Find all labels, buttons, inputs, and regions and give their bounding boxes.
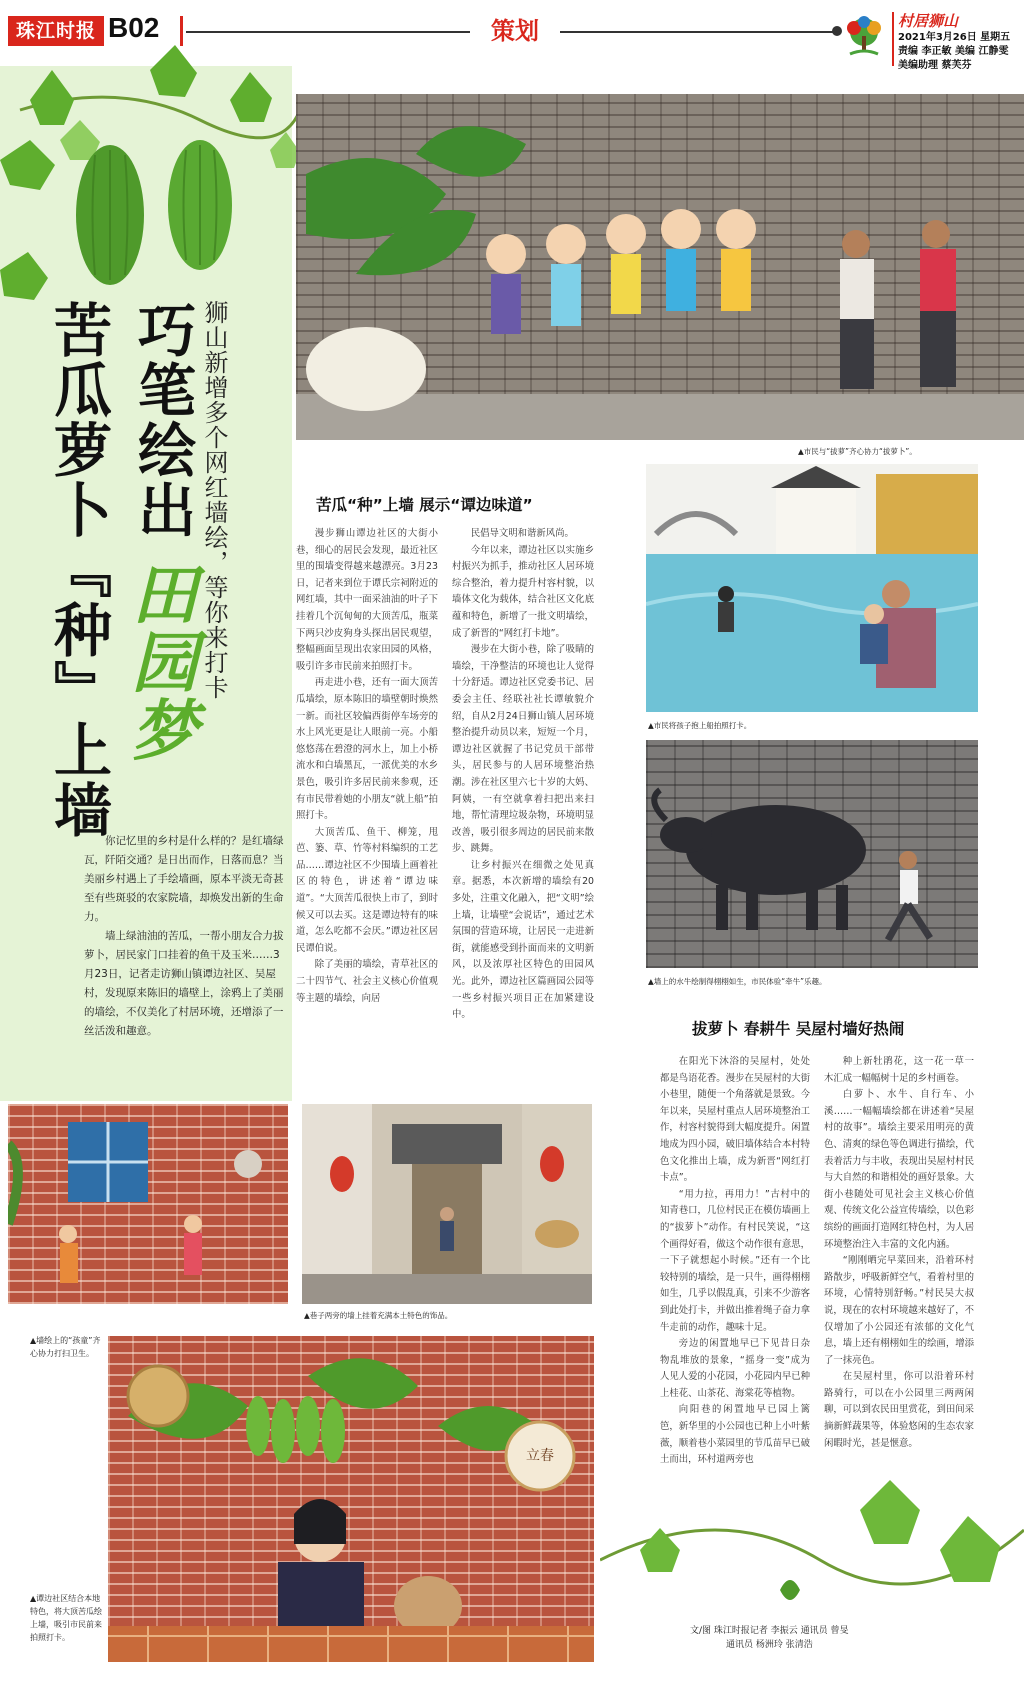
photo-cow-mural [646, 740, 978, 968]
page-number: B02 [108, 12, 160, 43]
main-title-line1: 苦瓜萝卜『种』上墙 [44, 300, 112, 840]
body-paragraph: 漫步在大街小巷，除了吸睛的墙绘，干净整洁的环境也让人觉得十分舒适。谭边社区党委书记、居委会主任、经联社社长谭敏貌介绍，自从2月24日狮山镇人居环境整治提升动员以来，短短一个月，谭边社区就握了书记党员干部带头，居民参与的人居环境整治热潮。涉在社区里六七十岁的大妈、阿姨，一有空就拿着扫把出来扫地，帮忙清理垃圾杂物，环境明显改善，吸引很多周边的居民前来散步、跳舞。 [452, 644, 594, 855]
body-paragraph: 让乡村振兴在细微之处见真章。据悉，本次新增的墙绘有20多处，注重文化融入，把“文明”绘上墙，让墙壁“会说话”，通过艺术氛围的营造环境，让居民一走进新街，就能感受到扑面而来的文明新风，以及浓厚社区特色的田园风光。此外，谭边社区篇画园公园等一些乡村振兴项目正在加紧建设中。 [452, 859, 594, 1021]
body-paragraph: “用力拉，再用力！”古村中的知青巷口，几位村民正在模仿墙画上的“拔萝卜”动作。有村民笑说，“这个画得好看，做这个动作很有意思，一下子就想起小时候。”还有一个比较特别的墙绘，是一只牛，画得栩栩如生，几乎以假乱真，引来不少游客到此处打卡，并做出推着绳子奋力拿牛走前的动作，趣味十足。 [660, 1188, 811, 1333]
body-paragraph: 向阳巷的闲置地早已园上篱笆，新华里的小公园也已种上小叶紫薇，顺着巷小菜园里的节瓜苗早已破土而出，环村道两旁也 [660, 1404, 811, 1466]
masthead-logo: 珠江时报 [8, 16, 104, 46]
editor-credit: 责编 李正敏 美编 江静雯 [898, 46, 1009, 57]
issue-date: 2021年3月26日 星期五 [898, 32, 1011, 43]
bitter-melon-vine-illustration [0, 40, 300, 320]
photo-bitter-melon-mural [108, 1336, 594, 1662]
section1-column-2 [452, 526, 594, 1024]
section-label: 策划 [470, 14, 560, 48]
photo-kids-sweeping-mural [8, 1104, 288, 1304]
body-paragraph: 种上新牡鹃花，这一花一草一木汇成一幅幅树十足的乡村画卷。 [824, 1056, 974, 1084]
body-paragraph: “刚刚晒完早菜回来，沿着环村路散步，呼吸新鲜空气，看着村里的环境，心情特别舒畅。”村民吴大叔说，现在的农村环境越来越好了，不仅增加了小公园还有浓郁的文化气息，墙上还有栩栩如生的绘画，增添了一抹亮色。 [824, 1255, 975, 1366]
section2-heading: 拔萝卜 春耕牛 吴屋村墙好热闹 [692, 1020, 905, 1038]
caption-cow-photo: ▲墙上的水牛绘制得栩栩如生，市民体验“牵牛”乐趣。 [648, 977, 827, 986]
intro-paragraph: 你记忆里的乡村是什么样的？是红墙绿瓦，阡陌交通？是日出而作，日落而息？当美丽乡村遇上了手绘墙画，原本平淡无奇甚至有些斑驳的农家院墙，却焕发出新的生命力。 [84, 835, 284, 923]
body-paragraph: 再走进小巷，还有一面大顶苦瓜墙绘，原本陈旧的墙壁朝时焕然一新。而社区较偏西街停车场旁的水上风光更是让人眼前一亮。小船悠悠荡在碧澄的河水上，加上小桥流水和白墙黑瓦，一派优美的水乡景色，吸引许多居民前来参观，还有市民带着她的小朋友“就上船”拍照打卡。 [296, 677, 438, 822]
body-paragraph: 在阳光下沐浴的吴屋村，处处都是鸟语花香。漫步在吴屋村的大街小巷里，随便一个角落就是景致。今年以来，吴屋村重点人居环境整治工作，村容村貌得到大幅度提升。闲置地成为四小园，破旧墙体结合本村特色文化推出上墙，成为新晋“网红打卡点”。 [660, 1056, 811, 1184]
main-title-highlight: 田园梦 [120, 560, 198, 764]
credit-line: 通讯员 杨洲玲 张清浩 [726, 1640, 813, 1650]
caption-main-photo: ▲市民与“拔萝”齐心协力“拔萝卜”。 [798, 447, 917, 456]
section2-column-2 [824, 1054, 974, 1452]
body-paragraph: 今年以来，谭边社区以实施乡村振兴为抓手，推动社区人居环境综合整治，着力提升村容村貌，以墙体文化为载体，结合社区文化底蕴和特色，新增了一批文明墙绘，成了新晋的“网红打卡地”。 [452, 544, 594, 639]
people-in-photo [840, 220, 956, 389]
photo-credit [690, 1624, 848, 1652]
body-paragraph: 漫步狮山谭边社区的大街小巷，细心的居民会发现，最近社区里的围墙变得越来越漂亮。3月23日，记者来到位于谭氏宗祠附近的网红墙，其中一面采油油的叶子下挂着几个沉甸甸的大顶苦瓜，瓶菜下两只沙皮狗身头探出居民观望，整幅画面呈现出农家田园的风格，吸引许多市民前来拍照打卡。 [296, 528, 438, 672]
section1-heading: 苦瓜“种”上墙 展示“谭边味道” [316, 496, 533, 514]
section2-column-1 [660, 1054, 810, 1469]
photo-alley-decorations [302, 1104, 592, 1304]
body-paragraph: 民倡导文明和谐新风尚。 [470, 528, 574, 539]
body-paragraph: 白萝卜、水牛、自行车、小溪……一幅幅墙绘都在讲述着“吴屋村的故事”。墙绘主要采用明亮的黄色、清爽的绿色等色调进行描绘，代表着活力与丰收，表现出吴屋村村民与大自然的和谐相处的画好景象。大街小巷随处可见社会主义核心价值观、传统文化公益宣传墙绘，以色彩缤纷的画面打造网红特色村，为人居环境整治注入丰富的文化内涵。 [824, 1089, 975, 1250]
caption-boat-photo: ▲市民将孩子抱上船拍照打卡。 [648, 721, 752, 730]
art-credit: 美编助理 蔡芙芬 [898, 60, 972, 71]
mural-plaque-text: 立春 [526, 1448, 554, 1464]
body-paragraph: 旁边的闲置地早已下见昔日杂物乱堆放的景象，“摇身一变”成为人见人爱的小花园，小花园内早已种上桂花、山茶花、海棠花等植物。 [660, 1338, 811, 1399]
photo-boat-mural [646, 464, 978, 712]
tree-emblem-icon [842, 14, 886, 62]
caption-bitter-melon-photo: ▲谭边社区结合本地特色，将大顶苦瓜绘上墙，吸引市民前来拍照打卡。 [30, 1594, 102, 1642]
body-paragraph: 在吴屋村里，你可以沿着环村路骑行，可以在小公园里三两两闲聊，可以到农民田里赏花，到田间采摘新鲜蔬果等，体验悠闲的生态农家闲暇时光，甚是惬意。 [824, 1371, 975, 1449]
supplement-name: 村居狮山 [898, 12, 959, 30]
caption-alley-photo: ▲巷子两旁的墙上挂着充满本土特色的饰品。 [304, 1311, 453, 1320]
section1-column-1 [296, 526, 438, 1007]
subtitle: 狮山新增多个网红墙绘，等你来打卡 [200, 300, 228, 700]
vine-leaf-decoration [600, 1440, 1024, 1640]
body-paragraph: 除了美丽的墙绘，青草社区的二十四节气、社会主义核心价值观等主题的墙绘，向居 [296, 959, 438, 1004]
intro-text [84, 832, 284, 1041]
header-rule-dot [832, 26, 842, 36]
body-paragraph: 大顶苦瓜、鱼干、柳笼，甩芭、篓、草、竹等村料编织的工艺品……谭边社区不少围墙上画着社区的特色，讲述着“谭边味道”。“大顶苦瓜很快上市了，到时候又可以去买。这是谭边特有的味道，怎么吃都不会厌。”谭边社区居民谭伯说。 [296, 826, 438, 954]
header-divider [892, 12, 894, 66]
main-title-line2: 巧笔绘出 [128, 300, 196, 540]
photo-pull-radish-mural [296, 94, 1024, 440]
caption-kids-photo: ▲墙绘上的“孩童”齐心协力打扫卫生。 [30, 1336, 101, 1358]
credit-line: 文/图 珠江时报记者 李振云 通讯员 曾旻 [690, 1626, 849, 1636]
intro-paragraph: 墙上绿油油的苦瓜，一帮小朋友合力拔萝卜，居民家门口挂着的鱼干及玉米……3月23日，记者走访狮山镇谭边社区、吴屋村，发现原来陈旧的墙壁上，涂鸦上了美丽的墙绘，不仅美化了村居环境，还增添了一丝活泼和趣意。 [84, 930, 284, 1037]
